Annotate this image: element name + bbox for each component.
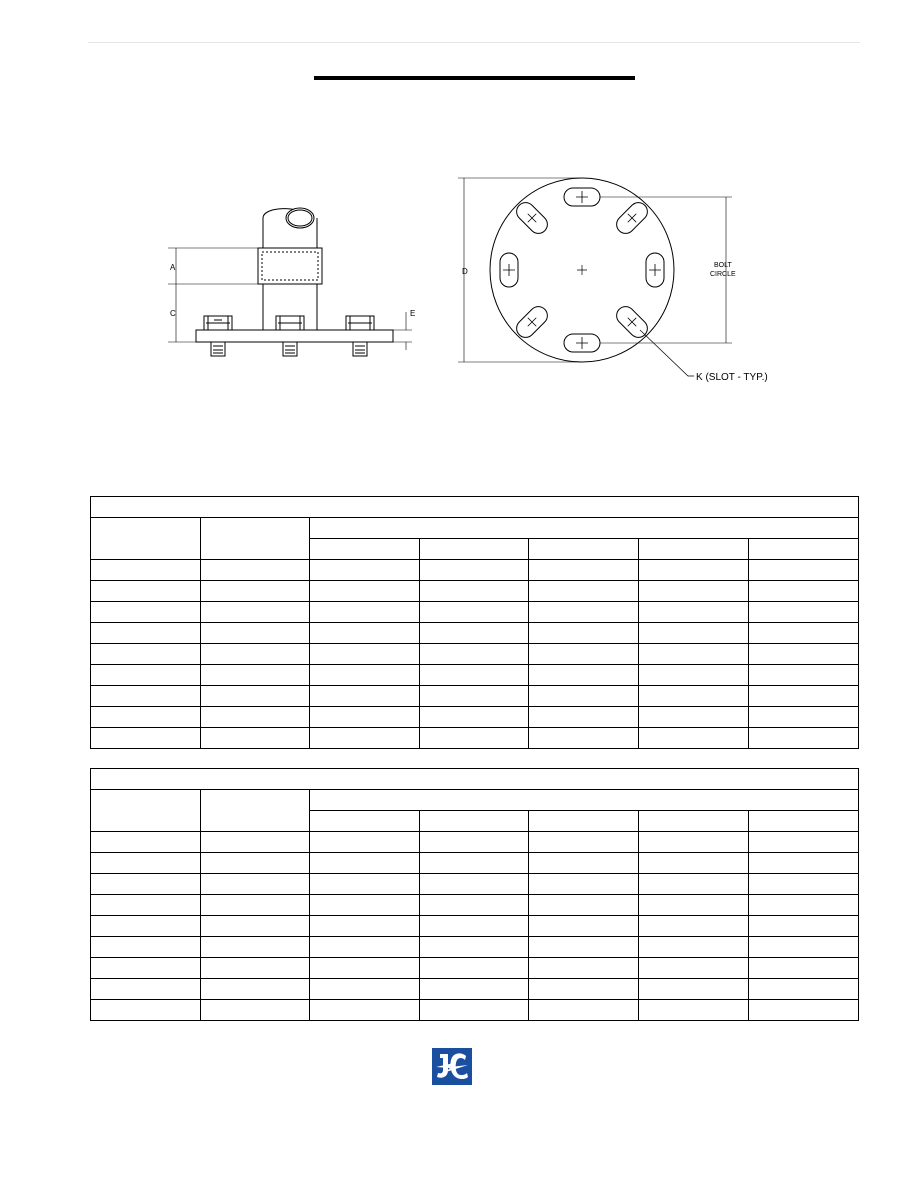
table-cell [420, 623, 529, 644]
table-row [91, 602, 859, 623]
table-row [91, 560, 859, 581]
company-logo [432, 1048, 472, 1085]
column-header [420, 539, 529, 560]
table-cell [91, 937, 201, 958]
table-cell [201, 874, 310, 895]
table-cell [91, 560, 201, 581]
column-header [310, 811, 420, 832]
table-row [91, 958, 859, 979]
table-cell [310, 1000, 420, 1021]
table-cell [310, 937, 420, 958]
table-cell [310, 979, 420, 1000]
table-cell [91, 665, 201, 686]
table-cell [639, 728, 749, 749]
table-cell [749, 874, 859, 895]
table-cell [749, 665, 859, 686]
dim-d-label: D [462, 267, 468, 276]
table-cell [420, 979, 529, 1000]
table-cell [749, 958, 859, 979]
side-view [168, 208, 412, 356]
table-cell [529, 707, 639, 728]
table-cell [91, 958, 201, 979]
table-cell [420, 644, 529, 665]
table-cell [749, 581, 859, 602]
table-cell [639, 602, 749, 623]
nut-right [346, 316, 374, 330]
table-cell [639, 916, 749, 937]
table-cell [420, 853, 529, 874]
table-cell [91, 895, 201, 916]
table-cell [529, 728, 639, 749]
table-cell [749, 916, 859, 937]
table-cell [420, 581, 529, 602]
table-cell [529, 958, 639, 979]
nut-center [276, 316, 304, 330]
column-group-header [310, 790, 859, 811]
table-cell [529, 874, 639, 895]
table-cell [201, 832, 310, 853]
table-cell [420, 1000, 529, 1021]
table-cell [529, 895, 639, 916]
top-view [458, 178, 732, 376]
table-cell [420, 686, 529, 707]
column-header [91, 790, 201, 832]
table-cell [749, 644, 859, 665]
table-body [91, 832, 859, 1021]
table-cell [749, 728, 859, 749]
table-cell [310, 874, 420, 895]
table-cell [310, 707, 420, 728]
table-cell [201, 1000, 310, 1021]
table-cell [639, 623, 749, 644]
table-cell [310, 916, 420, 937]
table-cell [639, 581, 749, 602]
table-row [91, 665, 859, 686]
table-cell [749, 937, 859, 958]
table-row [91, 832, 859, 853]
table-cell [91, 644, 201, 665]
table-cell [639, 665, 749, 686]
table-cell [91, 1000, 201, 1021]
dim-e-label: E [410, 309, 416, 318]
table-row [91, 853, 859, 874]
table-cell [639, 686, 749, 707]
table-cell [310, 665, 420, 686]
table-cell [529, 623, 639, 644]
table-cell [529, 832, 639, 853]
table-row [91, 707, 859, 728]
table-cell [201, 686, 310, 707]
table-cell [310, 686, 420, 707]
table-cell [310, 895, 420, 916]
table-cell [639, 874, 749, 895]
table-row [91, 623, 859, 644]
table-cell [749, 832, 859, 853]
table-header-row [91, 518, 859, 539]
column-header [749, 539, 859, 560]
table-row [91, 979, 859, 1000]
table-cell [420, 728, 529, 749]
column-header [420, 811, 529, 832]
table-cell [201, 916, 310, 937]
table-cell [310, 853, 420, 874]
table-cell [529, 916, 639, 937]
table-cell [749, 707, 859, 728]
table-cell [91, 728, 201, 749]
table-cell [749, 1000, 859, 1021]
table-cell [420, 560, 529, 581]
table-cell [310, 728, 420, 749]
table-cell [91, 874, 201, 895]
table-cell [529, 686, 639, 707]
table-cell [529, 979, 639, 1000]
table-cell [310, 602, 420, 623]
table-title-row [91, 497, 859, 518]
table-row [91, 874, 859, 895]
table-cell [420, 707, 529, 728]
dim-a-label: A [170, 263, 176, 272]
table-cell [639, 832, 749, 853]
table-cell [639, 979, 749, 1000]
table-cell [529, 581, 639, 602]
table-cell [420, 665, 529, 686]
table-cell [201, 937, 310, 958]
table-cell [420, 916, 529, 937]
table-cell [529, 644, 639, 665]
table-cell [91, 686, 201, 707]
table-cell [639, 560, 749, 581]
table-title [91, 497, 859, 518]
table-row [91, 581, 859, 602]
table-cell [749, 686, 859, 707]
table-cell [749, 560, 859, 581]
table-cell [91, 581, 201, 602]
table-cell [529, 560, 639, 581]
table-cell [201, 707, 310, 728]
table-cell [91, 707, 201, 728]
table-title [91, 769, 859, 790]
table-cell [91, 602, 201, 623]
table-cell [310, 958, 420, 979]
table-cell [201, 644, 310, 665]
table-cell [310, 560, 420, 581]
table-cell [310, 832, 420, 853]
table-cell [639, 707, 749, 728]
table-cell [201, 665, 310, 686]
table-cell [91, 853, 201, 874]
table-cell [91, 832, 201, 853]
table-cell [91, 623, 201, 644]
column-header [310, 539, 420, 560]
column-header [91, 518, 201, 560]
table-cell [529, 937, 639, 958]
table-cell [639, 958, 749, 979]
table-cell [201, 581, 310, 602]
table-cell [310, 581, 420, 602]
table-cell [91, 916, 201, 937]
table-row [91, 895, 859, 916]
column-header [529, 539, 639, 560]
table-cell [420, 832, 529, 853]
column-header [749, 811, 859, 832]
table-cell [201, 979, 310, 1000]
table-cell [201, 958, 310, 979]
table-cell [639, 644, 749, 665]
table-cell [420, 958, 529, 979]
table-cell [310, 623, 420, 644]
slot-label: K (SLOT - TYP.) [696, 372, 768, 383]
bolt-circle-label-1: BOLT [714, 262, 732, 269]
column-group-header [310, 518, 859, 539]
table-cell [91, 979, 201, 1000]
table-cell [529, 853, 639, 874]
bolt-circle-label-2: CIRCLE [710, 271, 736, 278]
table-cell [749, 602, 859, 623]
table-cell [201, 895, 310, 916]
table-cell [749, 895, 859, 916]
column-header [639, 811, 749, 832]
table-cell [420, 874, 529, 895]
table-cell [749, 853, 859, 874]
table-cell [749, 979, 859, 1000]
spec-table-1 [90, 496, 859, 749]
spec-table-2 [90, 768, 859, 1021]
table-row [91, 937, 859, 958]
table-cell [639, 1000, 749, 1021]
column-header [201, 790, 310, 832]
table-row [91, 644, 859, 665]
table-cell [529, 665, 639, 686]
table-cell [639, 895, 749, 916]
table-cell [420, 895, 529, 916]
table-cell [420, 602, 529, 623]
table-cell [201, 602, 310, 623]
technical-drawing [0, 0, 918, 420]
table-cell [639, 937, 749, 958]
table-row [91, 1000, 859, 1021]
column-header [529, 811, 639, 832]
table-cell [749, 623, 859, 644]
table-cell [420, 937, 529, 958]
table-cell [201, 728, 310, 749]
table-row [91, 728, 859, 749]
table-cell [529, 1000, 639, 1021]
column-header [639, 539, 749, 560]
table-row [91, 916, 859, 937]
table-row [91, 686, 859, 707]
table-cell [201, 560, 310, 581]
table-cell [310, 644, 420, 665]
table-cell [529, 602, 639, 623]
nut-left [204, 316, 232, 330]
dim-c-label: C [170, 309, 176, 318]
bolt-stubs [211, 342, 367, 356]
table-cell [639, 853, 749, 874]
table-title-row [91, 769, 859, 790]
table-cell [201, 623, 310, 644]
table-header-row [91, 790, 859, 811]
column-header [201, 518, 310, 560]
table-cell [201, 853, 310, 874]
table-body [91, 560, 859, 749]
